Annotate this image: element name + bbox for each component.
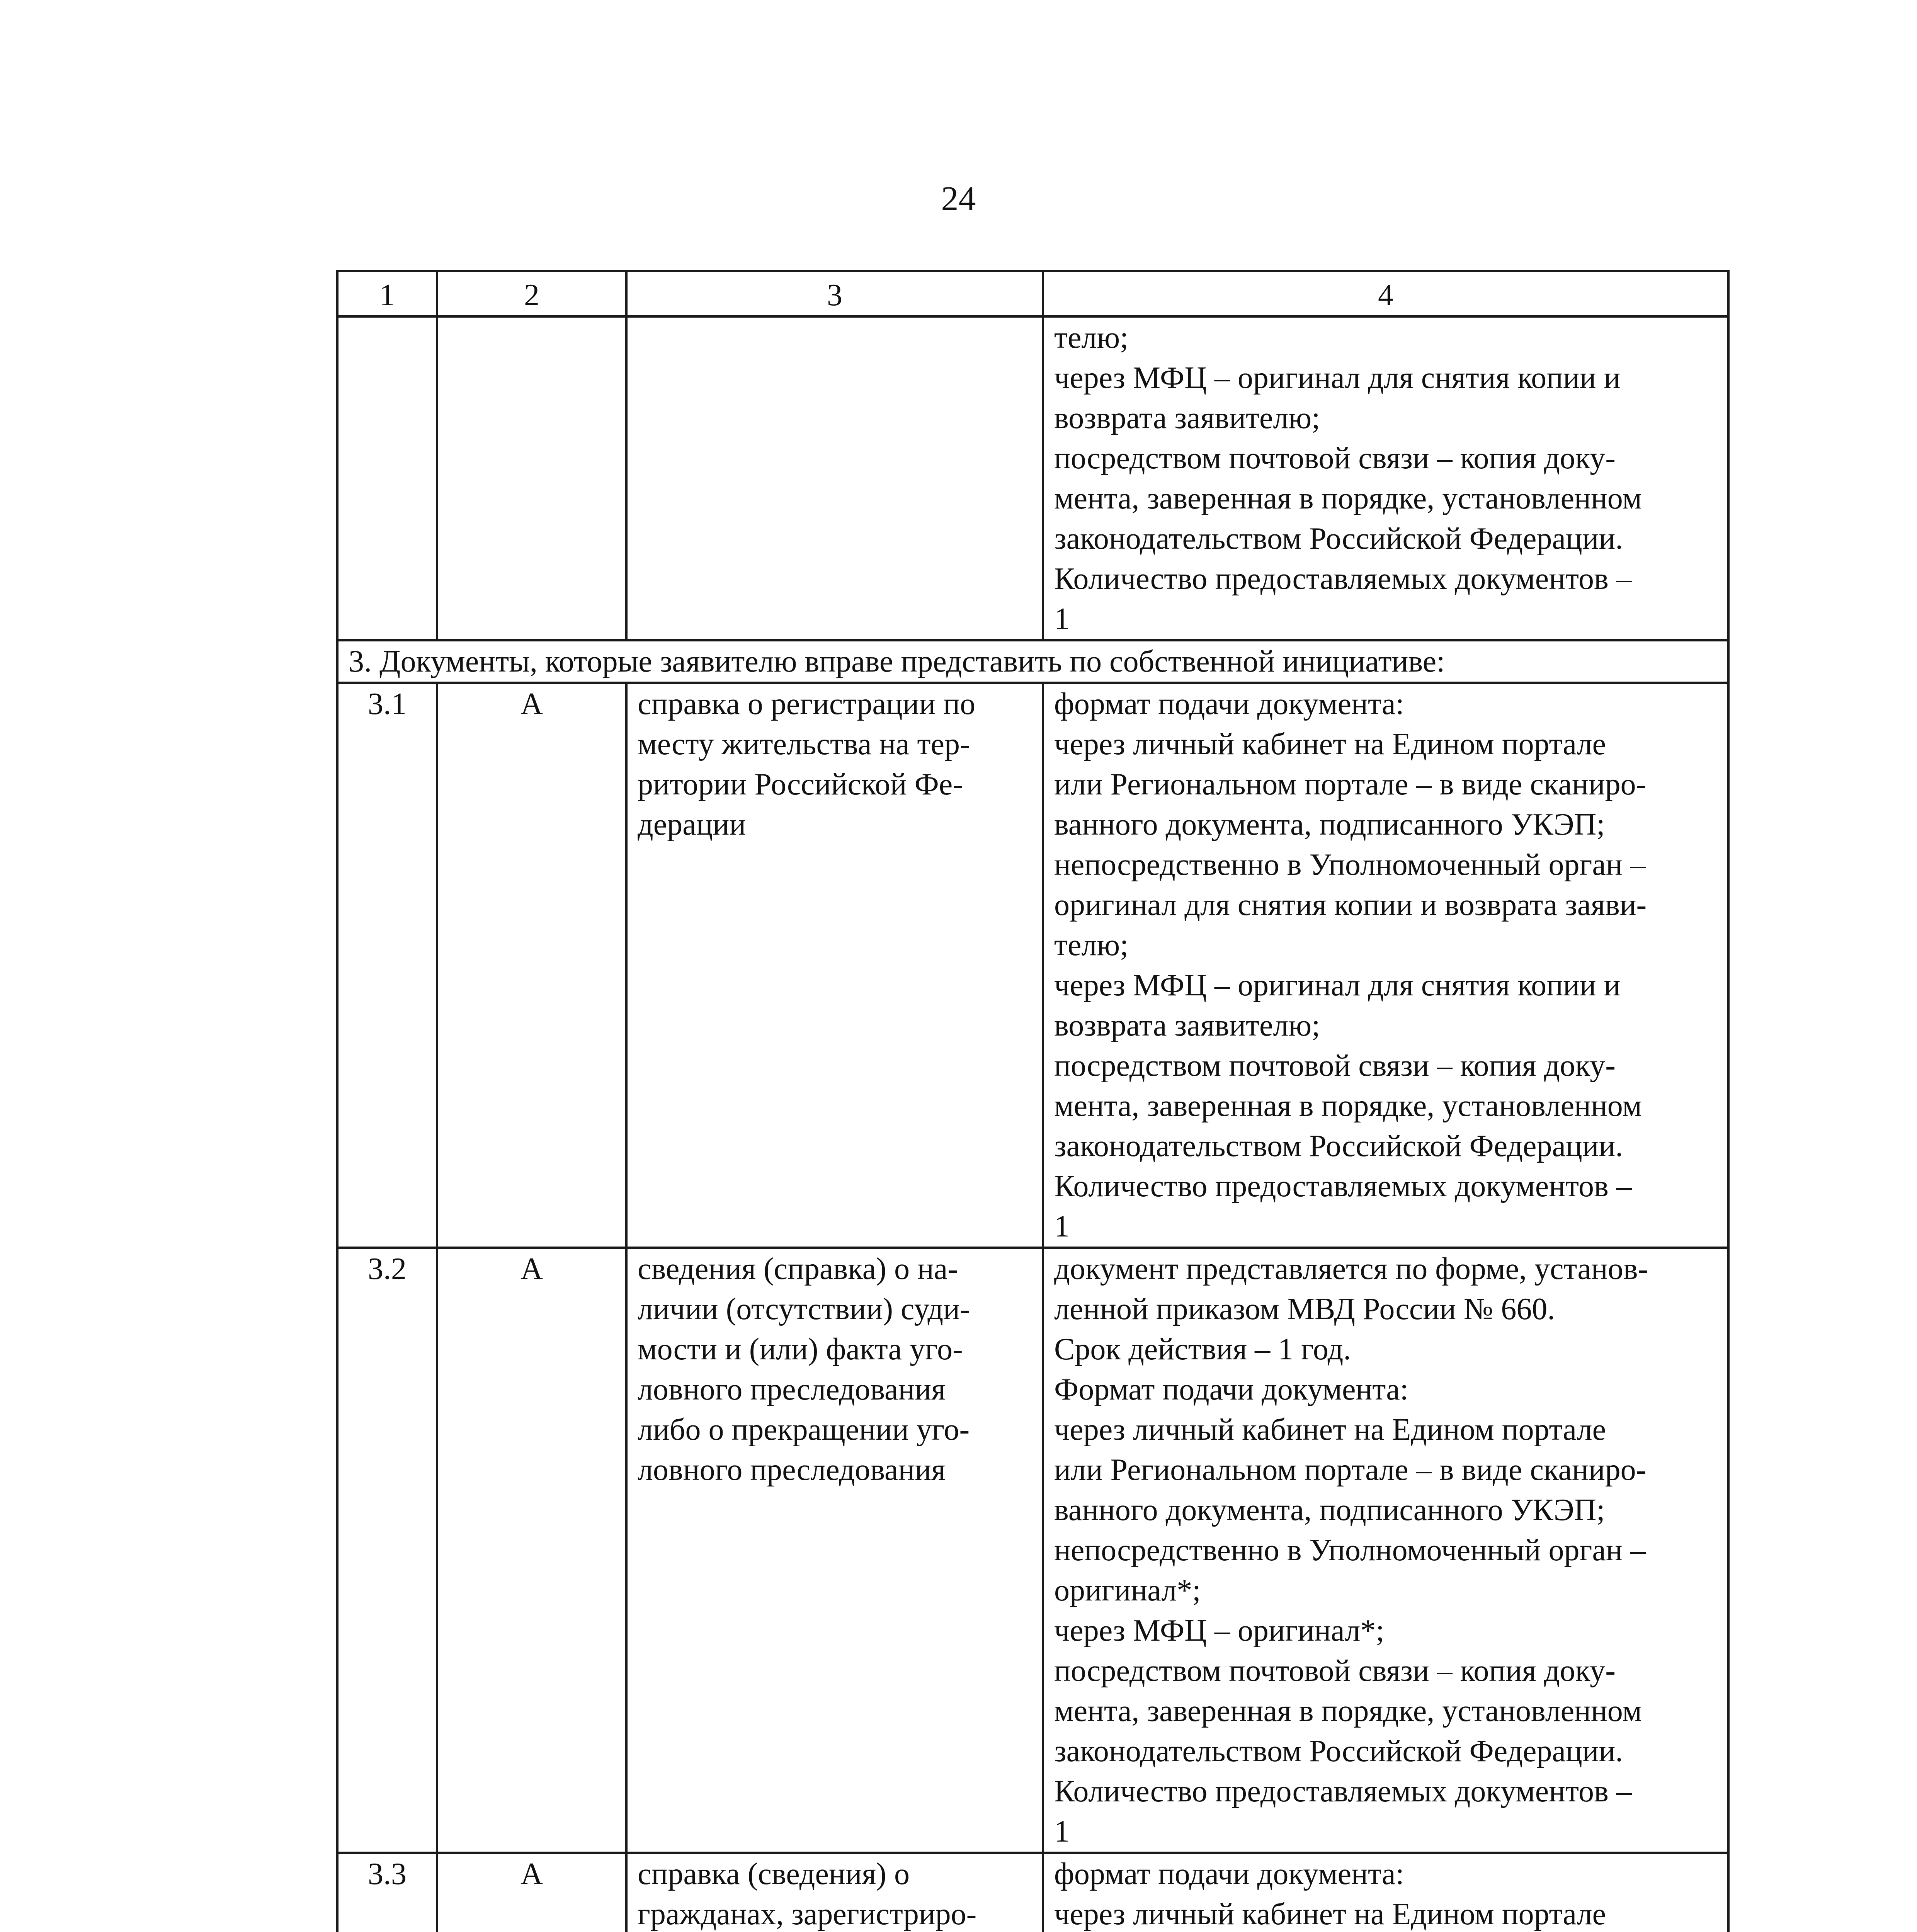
text-line: оригинал для снятия копии и возврата заяви- [1054,888,1647,922]
text-line: либо о прекращении уго- [638,1413,970,1447]
text-line: справка (сведения) о [638,1857,910,1891]
text-line: телю; [1054,321,1129,355]
text-line: 1 [1054,602,1070,636]
text-line: через личный кабинет на Едином портале [1054,1897,1606,1931]
section-title: 3. Документы, которые заявителю вправе представить по собственной инициативе: [337,640,1728,683]
text-line: документ представляется по форме, установ- [1054,1252,1648,1286]
continued-row [337,316,1728,640]
text-line: 1 [1054,1815,1070,1849]
text-line: посредством почтовой связи – копия доку- [1054,1654,1616,1688]
continued-name-cell [626,316,1043,640]
text-line: дерации [638,808,746,842]
text-line: через личный кабинет на Едином портале [1054,727,1606,761]
table-row [337,683,1728,1248]
text-line: мости и (или) факта уго- [638,1332,963,1366]
column-header-3: 3 [626,271,1043,316]
row-category: А [437,683,626,1248]
continued-num-cell [337,316,437,640]
text-line: непосредственно в Уполномоченный орган – [1054,848,1646,882]
row-category: А [437,1853,626,1932]
column-header-1: 1 [337,271,437,316]
text-line: возврата заявителю; [1054,401,1320,435]
continued-details-cell [1043,316,1728,640]
text-line: законодательством Российской Федерации. [1054,522,1623,556]
text-line: гражданах, зарегистриро- [638,1897,977,1931]
text-line: мента, заверенная в порядке, установленном [1054,1089,1642,1123]
document-name [626,683,1043,1248]
text-line: через МФЦ – оригинал*; [1054,1614,1385,1648]
text-line: через МФЦ – оригинал для снятия копии и [1054,361,1621,395]
text-line: через МФЦ – оригинал для снятия копии и [1054,968,1621,1002]
text-line: мента, заверенная в порядке, установленном [1054,1694,1642,1728]
text-line: ловного преследования [638,1453,946,1487]
text-line: мента, заверенная в порядке, установленном [1054,481,1642,515]
text-line: формат подачи документа: [1054,1857,1404,1891]
document-name [626,1853,1043,1932]
text-line: посредством почтовой связи – копия доку- [1054,1049,1616,1083]
text-line: возврата заявителю; [1054,1009,1320,1043]
text-line: или Региональном портале – в виде сканиро- [1054,1453,1647,1487]
table-row [337,1248,1728,1853]
text-line: справка о регистрации по [638,687,976,721]
document-details [1043,1853,1728,1932]
text-line: Количество предоставляемых документов – [1054,1169,1632,1203]
text-line: законодательством Российской Федерации. [1054,1129,1623,1163]
text-line: ванного документа, подписанного УКЭП; [1054,1493,1605,1527]
row-number: 3.1 [337,683,437,1248]
text-line: 1 [1054,1209,1070,1243]
row-category: А [437,1248,626,1853]
text-line: формат подачи документа: [1054,687,1404,721]
text-line: непосредственно в Уполномоченный орган – [1054,1533,1646,1567]
text-line: через личный кабинет на Едином портале [1054,1413,1606,1447]
text-line: сведения (справка) о на- [638,1252,958,1286]
text-line: посредством почтовой связи – копия доку- [1054,441,1616,475]
column-header-4: 4 [1043,271,1728,316]
table-row [337,1853,1728,1932]
text-line: ловного преследования [638,1372,946,1406]
text-line: личии (отсутствии) суди- [638,1292,970,1326]
documents-table [336,270,1730,1932]
text-line: телю; [1054,928,1129,962]
table-header-row [337,271,1728,316]
document-name [626,1248,1043,1853]
row-number: 3.2 [337,1248,437,1853]
text-line: Количество предоставляемых документов – [1054,562,1632,596]
text-line: оригинал*; [1054,1573,1201,1607]
text-line: ритории Российской Фе- [638,767,963,801]
row-number: 3.3 [337,1853,437,1932]
section-title-row [337,640,1728,683]
text-line: Срок действия – 1 год. [1054,1332,1351,1366]
text-line: ванного документа, подписанного УКЭП; [1054,808,1605,842]
text-line: или Региональном портале – в виде сканиро- [1054,767,1647,801]
document-details [1043,683,1728,1248]
text-line: законодательством Российской Федерации. [1054,1734,1623,1768]
column-header-2: 2 [437,271,626,316]
text-line: ленной приказом МВД России № 660. [1054,1292,1555,1326]
text-line: Формат подачи документа: [1054,1372,1409,1406]
document-details [1043,1248,1728,1853]
continued-letter-cell [437,316,626,640]
page-number: 24 [941,180,976,218]
text-line: Количество предоставляемых документов – [1054,1774,1632,1808]
text-line: месту жительства на тер- [638,727,970,761]
